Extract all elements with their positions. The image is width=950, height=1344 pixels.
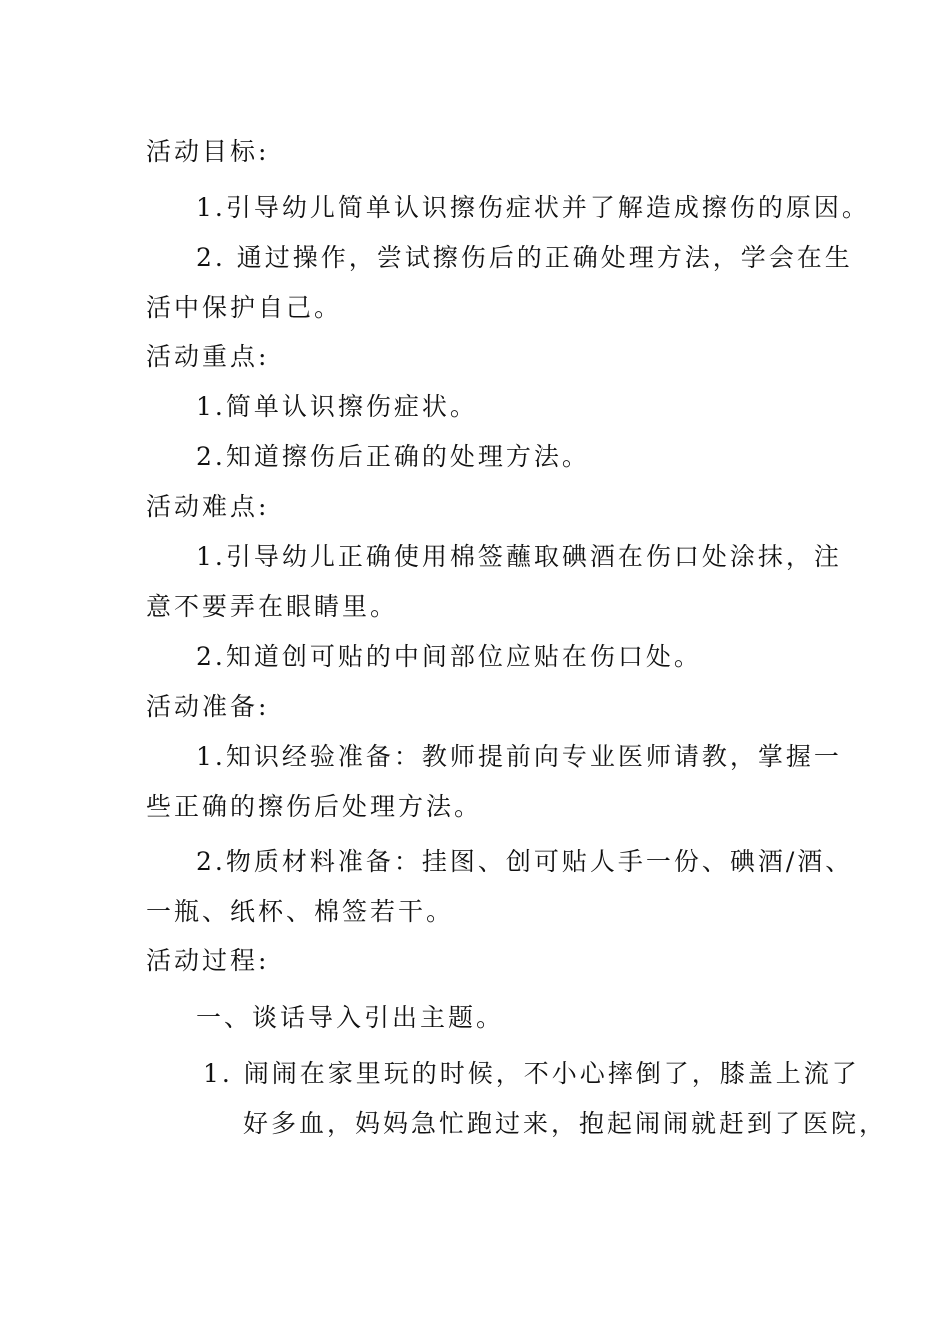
preparation-item-1-continued: 些正确的擦伤后处理方法。	[146, 792, 483, 821]
preparation-item-1: 1.知识经验准备：教师提前向专业医师请教，掌握一	[196, 742, 842, 771]
heading-activity-difficulty: 活动难点:	[146, 492, 270, 521]
heading-activity-focus: 活动重点:	[146, 342, 270, 371]
goal-item-2-continued: 活中保护自己。	[146, 293, 343, 322]
process-section-1: 一、谈话导入引出主题。	[196, 1003, 505, 1032]
goal-item-2: 2. 通过操作，尝试擦伤后的正确处理方法，学会在生	[196, 243, 853, 272]
preparation-item-2-continued: 一瓶、纸杯、棉签若干。	[146, 897, 455, 926]
focus-item-2: 2.知道擦伤后正确的处理方法。	[196, 442, 590, 471]
process-item-1-continued: 好多血，妈妈急忙跑过来，抱起闹闹就赶到了医院，	[243, 1109, 888, 1138]
heading-activity-preparation: 活动准备:	[146, 692, 270, 721]
heading-activity-process: 活动过程:	[146, 946, 270, 975]
difficulty-item-1-continued: 意不要弄在眼睛里。	[146, 592, 399, 621]
preparation-item-2: 2.物质材料准备：挂图、创可贴人手一份、碘酒/酒、	[196, 847, 854, 876]
heading-activity-goals: 活动目标:	[146, 137, 270, 166]
difficulty-item-1: 1.引导幼儿正确使用棉签蘸取碘酒在伤口处涂抹，注	[196, 542, 842, 571]
process-item-1: 1. 闹闹在家里玩的时候，不小心摔倒了，膝盖上流了	[203, 1059, 860, 1088]
focus-item-1: 1.简单认识擦伤症状。	[196, 392, 478, 421]
goal-item-1: 1.引导幼儿简单认识擦伤症状并了解造成擦伤的原因。	[196, 193, 870, 222]
difficulty-item-2: 2.知道创可贴的中间部位应贴在伤口处。	[196, 642, 702, 671]
